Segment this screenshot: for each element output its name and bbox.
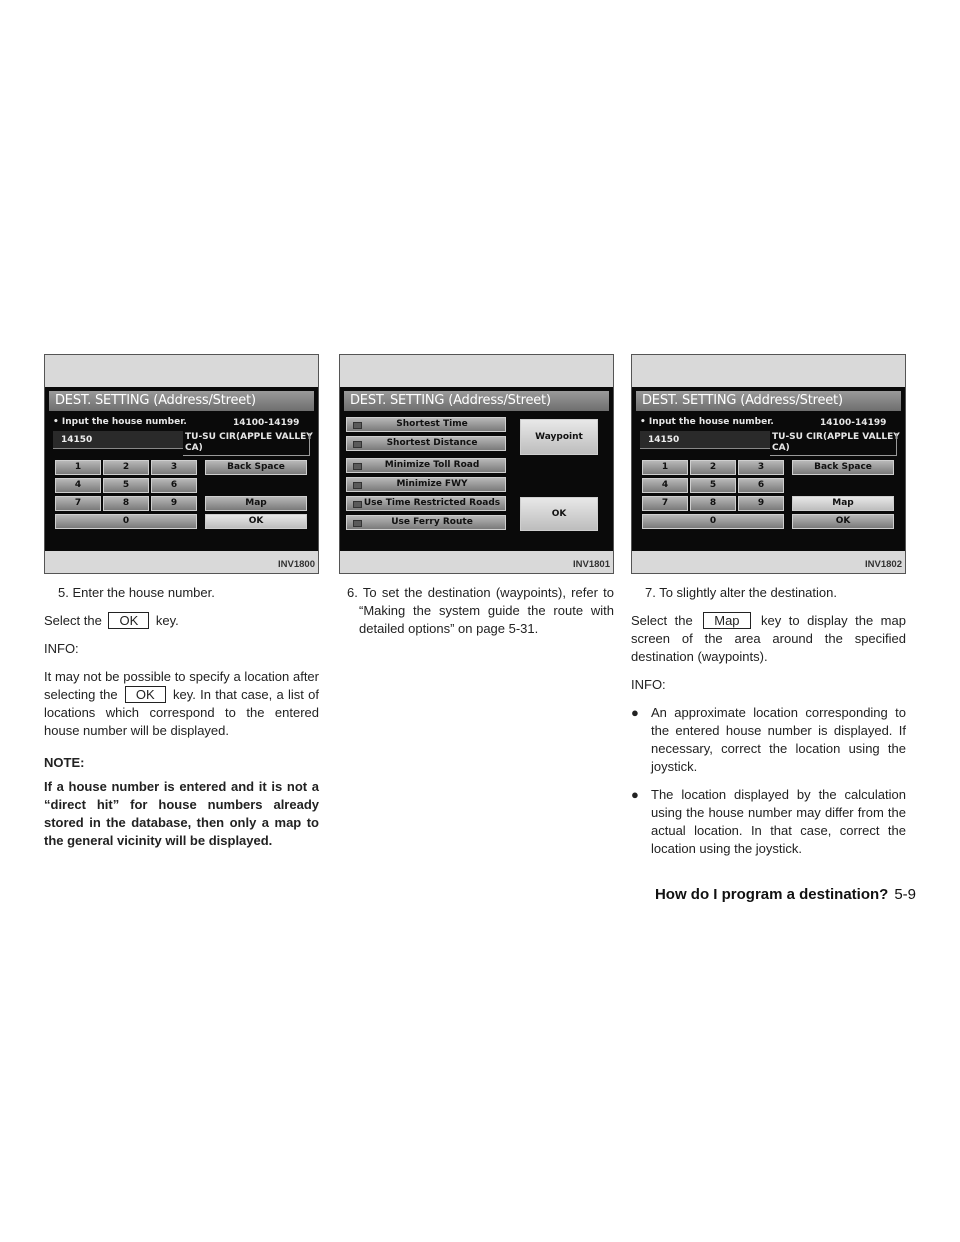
street-bracket [770, 433, 897, 456]
street-name-line2: CA) [185, 443, 203, 453]
option-use-ferry-route[interactable] [346, 515, 506, 530]
nav-screen [45, 387, 318, 551]
info-bullet-1 [631, 704, 906, 776]
option-label: Use Ferry Route [391, 517, 473, 527]
figure-route-options [339, 354, 614, 574]
select-ok-line [44, 612, 319, 630]
ok-key-ref: OK [108, 612, 149, 629]
info-label: INFO: [44, 641, 79, 656]
bullet-icon: ● [631, 705, 639, 720]
key-5[interactable]: 5 [103, 478, 149, 493]
select-post: key to display the map screen of the area around the specified destination (waypoints). [631, 613, 906, 664]
map-button[interactable]: Map [792, 496, 894, 511]
bullet-text: The location displayed by the calculation using the house number may differ from the actual location. In that case, correct the location using the joystick. [651, 787, 906, 856]
option-label: Shortest Time [396, 419, 468, 429]
street-name: TU-SU CIR(APPLE VALLEY [185, 432, 313, 442]
key-4[interactable]: 4 [642, 478, 688, 493]
option-use-time-restricted-roads[interactable] [346, 496, 506, 511]
key-9[interactable]: 9 [738, 496, 784, 511]
key-4[interactable]: 4 [55, 478, 101, 493]
key-9[interactable]: 9 [151, 496, 197, 511]
select-pre: Select the [44, 613, 102, 628]
option-minimize-fwy[interactable] [346, 477, 506, 492]
screen-title: DEST. SETTING (Address/Street) [344, 391, 609, 411]
option-check-icon [353, 441, 362, 448]
option-check-icon [353, 482, 362, 489]
page-footer [655, 886, 916, 903]
info-text-post: key. In that case, a list of locations which correspond to the entered house number will be displayed. [44, 687, 319, 738]
step-7: 7. To slightly alter the destination. [645, 585, 837, 600]
screen-prompt: • Input the house number. [53, 417, 187, 427]
ok-button[interactable]: OK [205, 514, 307, 529]
key-8[interactable]: 8 [103, 496, 149, 511]
note-body: If a house number is entered and it is not a “direct hit” for house numbers already stored in the database, then only a map to the general vicinity will be displayed. [44, 779, 319, 848]
option-shortest-time[interactable] [346, 417, 506, 432]
figure-address-input-1 [44, 354, 319, 574]
option-shortest-distance[interactable] [346, 436, 506, 451]
figure-address-input-2 [631, 354, 906, 574]
back-space-button[interactable]: Back Space [205, 460, 307, 475]
option-label: Shortest Distance [386, 438, 478, 448]
figure-caption: INV1800 [278, 559, 315, 570]
street-name-line2: CA) [772, 443, 790, 453]
ok-button[interactable]: OK [792, 514, 894, 529]
key-3[interactable]: 3 [738, 460, 784, 475]
figure-caption: INV1801 [573, 559, 610, 570]
key-0[interactable]: 0 [55, 514, 197, 529]
bullet-text: An approximate location corresponding to the entered house number is displayed. If necessary, correct the location using the joystick. [651, 705, 906, 774]
key-7[interactable]: 7 [55, 496, 101, 511]
ok-button[interactable]: OK [520, 497, 598, 531]
key-3[interactable]: 3 [151, 460, 197, 475]
waypoint-button[interactable]: Waypoint [520, 419, 598, 455]
option-label: Minimize FWY [396, 479, 468, 489]
page-number: 5-9 [894, 886, 916, 903]
key-6[interactable]: 6 [738, 478, 784, 493]
key-2[interactable]: 2 [690, 460, 736, 475]
section-title: How do I program a destination? [654, 886, 889, 903]
screen-prompt: • Input the house number. [640, 417, 774, 427]
key-1[interactable]: 1 [642, 460, 688, 475]
house-number-input[interactable]: 14150 [640, 431, 770, 449]
info-bullet-2 [631, 786, 906, 858]
option-check-icon [353, 422, 362, 429]
info-text-pre: It may not be possible to specify a location after selecting the [44, 669, 319, 702]
house-number-range: 14100-14199 [820, 418, 887, 428]
ok-key-ref-2: OK [125, 686, 166, 703]
key-0[interactable]: 0 [642, 514, 784, 529]
option-minimize-toll-road[interactable] [346, 458, 506, 473]
option-check-icon [353, 520, 362, 527]
select-map-line [631, 612, 906, 666]
option-check-icon [353, 463, 362, 470]
bullet-icon: ● [631, 787, 639, 802]
house-number-range: 14100-14199 [233, 418, 300, 428]
street-bracket [183, 433, 310, 456]
option-label: Minimize Toll Road [384, 460, 480, 470]
option-check-icon [353, 501, 362, 508]
key-8[interactable]: 8 [690, 496, 736, 511]
column-3 [631, 584, 906, 868]
info-label: INFO: [631, 677, 666, 692]
note-title: NOTE: [44, 755, 85, 770]
select-pre: Select the [631, 613, 693, 628]
key-2[interactable]: 2 [103, 460, 149, 475]
column-2 [339, 584, 614, 648]
map-key-ref: Map [703, 612, 750, 629]
map-button[interactable]: Map [205, 496, 307, 511]
house-number-input[interactable]: 14150 [53, 431, 183, 449]
key-7[interactable]: 7 [642, 496, 688, 511]
street-name: TU-SU CIR(APPLE VALLEY [772, 432, 900, 442]
figure-caption: INV1802 [865, 559, 902, 570]
key-1[interactable]: 1 [55, 460, 101, 475]
screen-title: DEST. SETTING (Address/Street) [636, 391, 901, 411]
step-6: 6. To set the destination (waypoints), refer to “Making the system guide the route with detailed options” on page 5-31. [347, 585, 614, 636]
screen-title: DEST. SETTING (Address/Street) [49, 391, 314, 411]
nav-screen [340, 387, 613, 551]
info-paragraph [44, 668, 319, 740]
option-label: Use Time Restricted Roads [363, 498, 501, 508]
nav-screen [632, 387, 905, 551]
back-space-button[interactable]: Back Space [792, 460, 894, 475]
key-5[interactable]: 5 [690, 478, 736, 493]
select-post: key. [155, 613, 179, 628]
column-1 [44, 584, 319, 850]
step-5: 5. Enter the house number. [58, 585, 215, 600]
key-6[interactable]: 6 [151, 478, 197, 493]
